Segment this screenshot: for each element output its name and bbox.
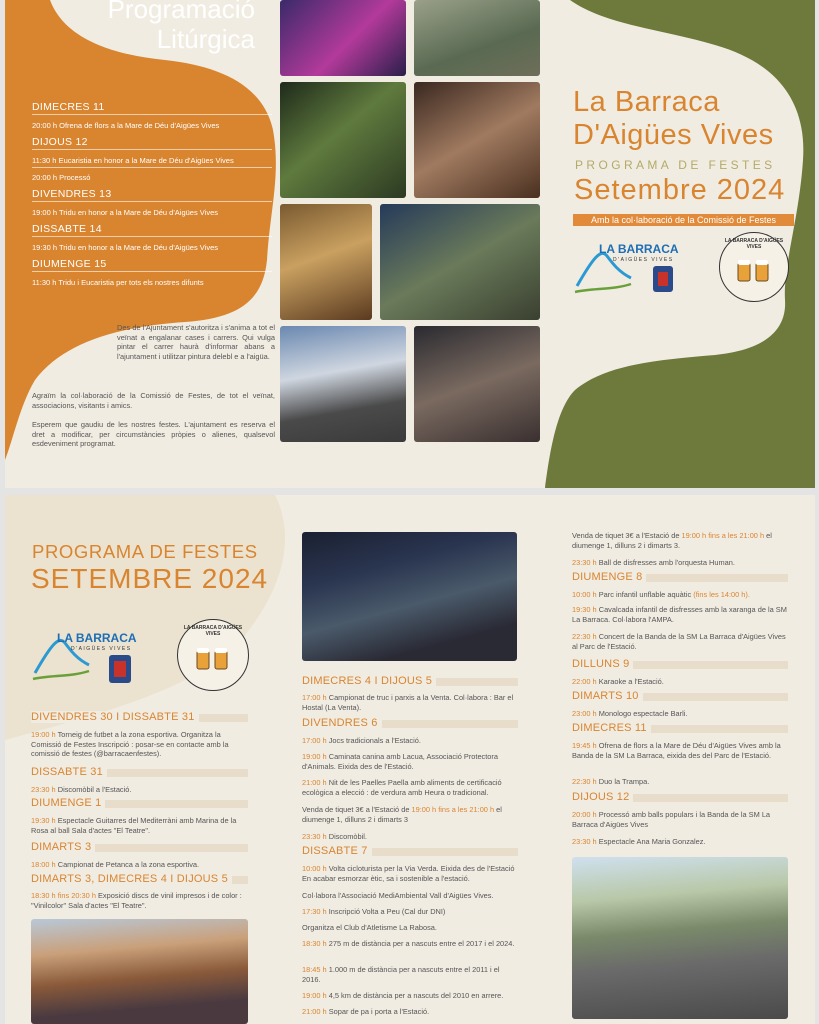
event-item: Col·labora l'Associació MediAmbiental Vall d'Aigües Vives. xyxy=(302,891,494,900)
cover-title-line2: D'Aigües Vives xyxy=(573,119,774,151)
event-text: Espectacle Guitarres del Mediterràni amb Marina de la Rosa al ball Sala d'actes "El Teatre". xyxy=(31,816,237,835)
event-time: 20:00 h xyxy=(32,173,58,182)
event-time: 11:30 h xyxy=(32,278,57,287)
day-heading: DISSABTE 7 xyxy=(302,845,372,857)
event-time: 10:00 h xyxy=(302,864,327,873)
brochure-inner-side xyxy=(5,495,815,1024)
event-time: 19:00 h fins a les 21:00 h xyxy=(411,805,495,814)
photo-collage xyxy=(280,0,545,488)
event-time: 19:30 h xyxy=(31,816,56,825)
photo-group xyxy=(380,204,540,320)
event-time: 17:00 h xyxy=(302,693,327,702)
event-text: Torneig de futbet a la zona esportiva. Organitza la Comissió de Festes Inscripció : posar-se en contacte amb la comissió de festes (@barracaenfestes). xyxy=(31,730,229,759)
liturgical-title-line1: Programació xyxy=(107,0,255,24)
event-text: Ofrena de flors a la Mare de Déu d'Aigües Vives amb la Banda de la SM La Barraca, eixida des del Parc de l'Estació. xyxy=(572,741,781,760)
event-item xyxy=(572,777,790,787)
event-item xyxy=(31,891,248,910)
barraca-logo-bottom xyxy=(31,625,141,687)
photo-band xyxy=(414,326,540,442)
day-divider xyxy=(32,271,272,272)
photo-crowd-selfie xyxy=(414,82,540,198)
event-line xyxy=(32,173,90,182)
event-item xyxy=(31,785,248,795)
event-time: 17:30 h xyxy=(302,907,327,916)
event-item xyxy=(572,741,790,760)
event-text: 1.000 m de distància per a nascuts entre el 2011 i el 2016. xyxy=(302,965,500,984)
day-heading: DIMARTS 3, DIMECRES 4 I DIJOUS 5 xyxy=(31,873,232,885)
photo-cyclists xyxy=(414,0,540,76)
event-text: Processó amb balls populars i la Banda de la SM La Barraca d'Aigües Vives xyxy=(572,810,771,829)
day-heading: DISSABTE 31 xyxy=(31,766,107,778)
festes-badge xyxy=(719,232,789,302)
photo-dancers xyxy=(280,0,406,76)
photo-procession xyxy=(280,326,406,442)
day-divider xyxy=(32,167,272,168)
event-text: Espectacle Ana Maria Gonzalez. xyxy=(596,837,706,846)
event-text: Monologo espectacle Barli. xyxy=(596,709,688,718)
event-text: Exposició discs de vinil impresos i de color : "Vinilcolor" Sala d'actes "El Teatre". xyxy=(31,891,242,910)
event-text: Concert de la Banda de la SM La Barraca d'Aigües Vives al Parc de l'Estació. xyxy=(572,632,786,651)
event-text: Campionat de Petanca a la zona esportiva. xyxy=(55,860,200,869)
badge-text: LA BARRACA D'AIGÜES VIVES xyxy=(183,625,243,637)
event-text: Ball de disfresses amb l'orquesta Human. xyxy=(596,558,735,567)
photo-street-crowd xyxy=(31,919,248,1024)
event-line xyxy=(32,208,218,217)
event-time: 18:30 h xyxy=(302,939,327,948)
event-time: 19:30 h xyxy=(32,243,58,252)
event-text: Ofrena de flors a la Mare de Déu d'Aigües Vives xyxy=(59,121,220,130)
event-item xyxy=(572,709,790,719)
event-time: 19:45 h xyxy=(572,741,597,750)
event-time: 18:30 h fins 20:30 h xyxy=(31,891,96,900)
beer-mugs-icon xyxy=(736,257,772,283)
day-divider xyxy=(32,149,272,150)
day-divider xyxy=(32,201,272,202)
event-time: 19:30 h xyxy=(572,605,597,614)
event-line xyxy=(32,243,218,252)
event-time: 22:30 h xyxy=(572,632,597,641)
event-time: 23:30 h xyxy=(572,558,597,567)
event-line xyxy=(32,278,204,287)
event-time: 20:00 h xyxy=(32,121,58,130)
liturgical-panel xyxy=(5,0,277,488)
note-thanks: Agraïm la col·laboració de la Comissió de Festes, de tot el veïnat, associacions, visitants i amics. xyxy=(32,391,275,410)
day-heading: DISSABTE 14 xyxy=(32,223,102,235)
event-line xyxy=(32,156,234,165)
event-item xyxy=(31,730,248,759)
event-time: 22:30 h xyxy=(572,777,597,786)
logo-name: LA BARRACA xyxy=(57,631,137,645)
day-heading: DIUMENGE 15 xyxy=(32,258,107,270)
day-heading: DIVENDRES 13 xyxy=(32,188,112,200)
day-divider xyxy=(32,236,272,237)
event-text: Cavalcada infantil de disfresses amb la xaranga de la SM La Barraca. Col·labora l'AMPA. xyxy=(572,605,787,624)
day-heading: DIMECRES 11 xyxy=(572,722,651,734)
event-time: 18:00 h xyxy=(31,860,56,869)
note-ajuntament: Des de l'Ajuntament s'autoritza i s'anima a tot el veïnat a engalanar cases i carrers. Qui vulga pintar el carrer haurà d'informar abans a l'ajuntament i utilitzar pintura delebl e a l'aigüa. xyxy=(117,323,275,361)
event-text: Campionat de truc i parxis a la Venta. Col·labora : Bar el Hostal (La Venta). xyxy=(302,693,514,712)
event-item xyxy=(302,752,518,771)
event-item xyxy=(572,837,790,847)
event-item xyxy=(572,677,790,687)
event-text: Karaoke a l'Estació. xyxy=(596,677,664,686)
event-line xyxy=(32,121,219,130)
logo-name: LA BARRACA xyxy=(599,242,679,256)
event-time: 17:00 h xyxy=(302,736,327,745)
day-heading: DIUMENGE 8 xyxy=(572,571,646,583)
day-heading: DIMARTS 3 xyxy=(31,841,95,853)
event-item: Organitza el Club d'Atletisme La Rabosa. xyxy=(302,923,437,932)
day-heading: DIMECRES 4 I DIJOUS 5 xyxy=(302,675,436,687)
event-item xyxy=(31,860,248,870)
event-item xyxy=(302,991,518,1001)
cream-wave-shape xyxy=(5,495,295,745)
barraca-logo xyxy=(573,238,683,300)
event-text: Venda de tiquet 3€ a l'Estació de xyxy=(572,531,682,540)
day-heading: DIUMENGE 1 xyxy=(31,797,105,809)
event-time: 21:00 h xyxy=(302,1007,327,1016)
event-text: Discomòbil a l'Estació. xyxy=(55,785,132,794)
logo-sub: D'AIGÜES VIVES xyxy=(71,646,132,652)
day-heading: DIJOUS 12 xyxy=(32,136,88,148)
event-item xyxy=(572,558,790,568)
event-time: 23:30 h xyxy=(572,837,597,846)
program-title-line2: SETEMBRE 2024 xyxy=(31,563,269,594)
badge-text: LA BARRACA D'AIGÜES VIVES xyxy=(724,238,784,250)
event-text: el diumenge 1, dilluns 2 i dimarts 3 xyxy=(302,805,502,824)
event-item xyxy=(572,590,790,600)
event-text: Tridu en honor a la Mare de Déu d'Aigües Vives xyxy=(58,243,219,252)
event-item xyxy=(302,1007,518,1017)
event-text: Caminata canina amb Lacua, Associació Protectora d'Animals. Eixida des de l'Estació. xyxy=(302,752,498,771)
event-text: Processó xyxy=(59,173,91,182)
event-text: Tridu i Eucaristia per tots els nostres difunts xyxy=(58,278,204,287)
cover-panel xyxy=(545,0,815,488)
event-time: 20:00 h xyxy=(572,810,597,819)
cover-subtitle: PROGRAMA DE FESTES xyxy=(575,158,776,172)
event-time: 11:30 h xyxy=(32,156,57,165)
event-item xyxy=(572,810,790,829)
liturgical-title xyxy=(65,0,255,54)
photo-night-party xyxy=(280,82,406,198)
program-title-line1: PROGRAMA DE FESTES xyxy=(32,541,258,562)
event-text: Nit de les Paelles Paella amb aliments de certificació ecològica a elecció : de verdura amb Heura o tradicional. xyxy=(302,778,502,797)
event-item xyxy=(572,605,790,624)
event-text: 275 m de distància per a nascuts entre el 2017 i el 2024. xyxy=(326,939,515,948)
event-text: el diumenge 1, dilluns 2 i dimarts 3. xyxy=(572,531,772,550)
event-item xyxy=(302,965,518,984)
event-time: 23:30 h xyxy=(31,785,56,794)
event-item xyxy=(302,864,518,883)
event-time: 19:00 h xyxy=(302,752,327,761)
event-text: Discomòbil. xyxy=(326,832,367,841)
event-item xyxy=(302,805,518,824)
day-divider xyxy=(32,114,272,115)
beer-mugs-icon xyxy=(195,645,231,671)
event-item xyxy=(302,778,518,797)
cover-title-line1: La Barraca xyxy=(573,86,720,118)
event-item xyxy=(302,939,518,949)
event-time: 10:00 h xyxy=(572,590,597,599)
event-text: Volta cicloturista per la Via Verda. Eixida des de l'Estació En acabar esmorzar ètic, sa i sostenible a l'estació. xyxy=(302,864,515,883)
event-time: 23:00 h xyxy=(572,709,597,718)
event-text: Tridu en honor a la Mare de Déu d'Aigües Vives xyxy=(58,208,219,217)
cover-collab-banner: Amb la col·laboració de la Comissió de Festes xyxy=(573,214,794,226)
event-time: 19:00 h xyxy=(32,208,58,217)
event-text: Eucaristia en honor a la Mare de Déu d'Aigües Vives xyxy=(58,156,234,165)
event-text: 4,5 km de distància per a nascuts del 2010 en arrere. xyxy=(326,991,504,1000)
brochure-outer-side xyxy=(5,0,815,488)
event-time: 21:00 h xyxy=(302,778,327,787)
event-time: 19:00 h xyxy=(31,730,56,739)
event-time: 23:30 h xyxy=(302,832,327,841)
logo-sub: D'AIGÜES VIVES xyxy=(613,257,674,263)
event-text: Jocs tradicionals a l'Estació. xyxy=(326,736,421,745)
event-time: 19:00 h xyxy=(302,991,327,1000)
day-heading: DIMARTS 10 xyxy=(572,690,643,702)
event-time: 19:00 h fins a les 21:00 h xyxy=(681,531,765,540)
note-hope: Esperem que gaudiu de les nostres festes. L'ajuntament es reserva el dret a modificar, per circumstàncies pròpies o alienes, qualsevol esdeveniment programat. xyxy=(32,420,275,449)
event-text: Venda de tiquet 3€ a l'Estació de xyxy=(302,805,412,814)
day-heading: DIVENDRES 6 xyxy=(302,717,382,729)
event-item xyxy=(572,531,790,550)
cover-date: Setembre 2024 xyxy=(574,174,786,206)
event-time: (fins les 14:00 h). xyxy=(693,590,750,599)
photo-night-dance xyxy=(302,532,517,661)
day-heading: DILLUNS 9 xyxy=(572,658,633,670)
event-time: 18:45 h xyxy=(302,965,327,974)
photo-runners xyxy=(572,857,788,1019)
day-heading: DIMECRES 11 xyxy=(32,101,105,113)
day-heading: DIVENDRES 30 I DISSABTE 31 xyxy=(31,711,199,723)
event-text: Parc infantil unflable aquàtic xyxy=(596,590,694,599)
festes-badge-bottom xyxy=(177,619,249,691)
event-item xyxy=(302,736,518,746)
event-item xyxy=(302,693,518,712)
event-text: Sopar de pa i porta a l'Estació. xyxy=(326,1007,430,1016)
event-item xyxy=(572,632,790,651)
event-item xyxy=(302,907,518,917)
event-time: 22:00 h xyxy=(572,677,597,686)
event-item xyxy=(302,832,518,842)
event-item xyxy=(31,816,248,835)
day-heading: DIJOUS 12 xyxy=(572,791,633,803)
event-text: Inscripció Volta a Peu (Cal dur DNI) xyxy=(326,907,446,916)
event-text: Duo la Trampa. xyxy=(596,777,650,786)
liturgical-title-line2: Litúrgica xyxy=(156,24,255,54)
photo-paella-table xyxy=(280,204,372,320)
